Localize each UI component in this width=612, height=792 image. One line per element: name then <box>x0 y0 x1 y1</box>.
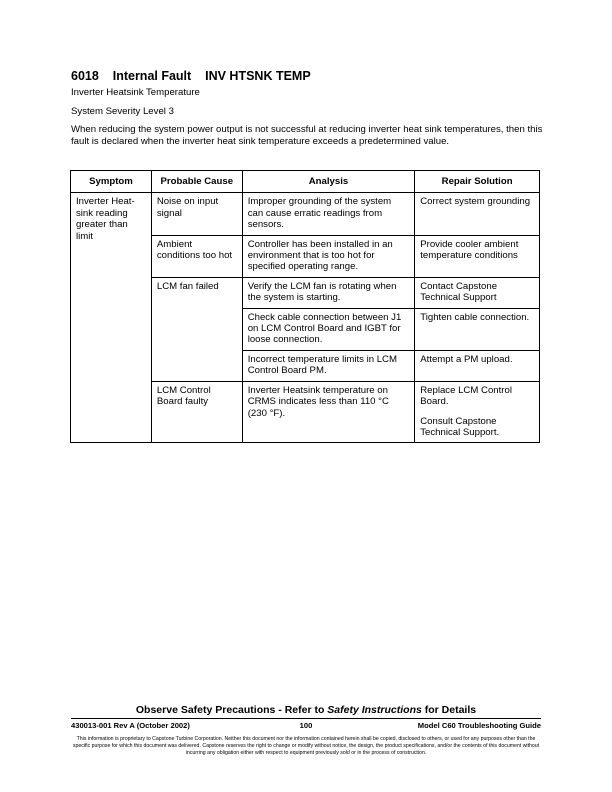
repair-cell: Tighten cable connection. <box>415 308 540 350</box>
repair-cell-multi <box>415 381 540 443</box>
header-analysis: Analysis <box>242 171 415 193</box>
troubleshooting-table <box>70 170 540 443</box>
analysis-cell: Improper grounding of the system can cause erratic readings from sensors. <box>242 193 415 235</box>
analysis-cell: Inverter Heatsink temperature on CRMS indicates less than 110 °C (230 °F). <box>242 381 415 443</box>
page-number: 100 <box>299 721 313 730</box>
fault-subtitle: Inverter Heatsink Temperature <box>71 87 200 98</box>
fault-description: When reducing the system power output is not successful at reducing inverter heat sink temperatures, then this fault is declared when the inverter heat sink temperature exceeds a predetermined value. <box>71 124 543 147</box>
symptom-cell: Inverter Heat-sink reading greater than limit <box>71 193 152 443</box>
repair-cell: Attempt a PM upload. <box>415 350 540 381</box>
analysis-cell: Controller has been installed in an environment that is too hot for specified operating range. <box>242 235 415 277</box>
doc-number: 430013-001 Rev A (October 2002) <box>71 721 190 730</box>
analysis-cell: Check cable connection between J1 on LCM Control Board and IGBT for loose connection. <box>242 308 415 350</box>
header-probable-cause: Probable Cause <box>151 171 242 193</box>
safety-notice <box>0 704 612 716</box>
fault-heading <box>71 69 311 83</box>
safety-instructions-ref: Safety Instructions <box>327 704 422 716</box>
header-symptom: Symptom <box>71 171 152 193</box>
safety-prefix: Observe Safety Precautions - Refer to <box>135 704 328 716</box>
fault-name: INV HTSNK TEMP <box>205 69 311 83</box>
guide-title: Model C60 Troubleshooting Guide <box>417 721 541 730</box>
table-row <box>71 193 540 235</box>
header-repair-solution: Repair Solution <box>415 171 540 193</box>
fault-code: 6018 <box>71 69 99 83</box>
safety-suffix: for Details <box>421 704 477 716</box>
proprietary-notice: This information is proprietary to Capstone Turbine Corporation. Neither this document nor the information contained herein shall be copied, disclosed to others, or used for any purposes other than the specific purpose for which this document was delivered. Capstone reserves the right to change or modify without notice, the design, the product specifications, and/or the contents of this document without incurring any obligation either with respect to equipment previously sold or in the process of construction. <box>72 736 540 756</box>
cause-cell: Noise on input signal <box>151 193 242 235</box>
repair-cell: Correct system grounding <box>415 193 540 235</box>
analysis-cell: Incorrect temperature limits in LCM Control Board PM. <box>242 350 415 381</box>
fault-type: Internal Fault <box>112 69 192 83</box>
repair-line: Replace LCM Control Board. <box>420 384 512 408</box>
table-header-row <box>71 171 540 193</box>
cause-cell: Ambient conditions too hot <box>151 235 242 277</box>
repair-gap <box>420 408 534 416</box>
analysis-cell: Verify the LCM fan is rotating when the system is starting. <box>242 277 415 308</box>
repair-cell: Provide cooler ambient temperature conditions <box>415 235 540 277</box>
repair-cell: Contact Capstone Technical Support <box>415 277 540 308</box>
severity-level: System Severity Level 3 <box>71 106 174 117</box>
cause-cell: LCM Control Board faulty <box>151 381 242 443</box>
repair-line: Consult Capstone Technical Support. <box>420 415 500 438</box>
footer-divider <box>71 718 541 719</box>
cause-cell: LCM fan failed <box>151 277 242 381</box>
